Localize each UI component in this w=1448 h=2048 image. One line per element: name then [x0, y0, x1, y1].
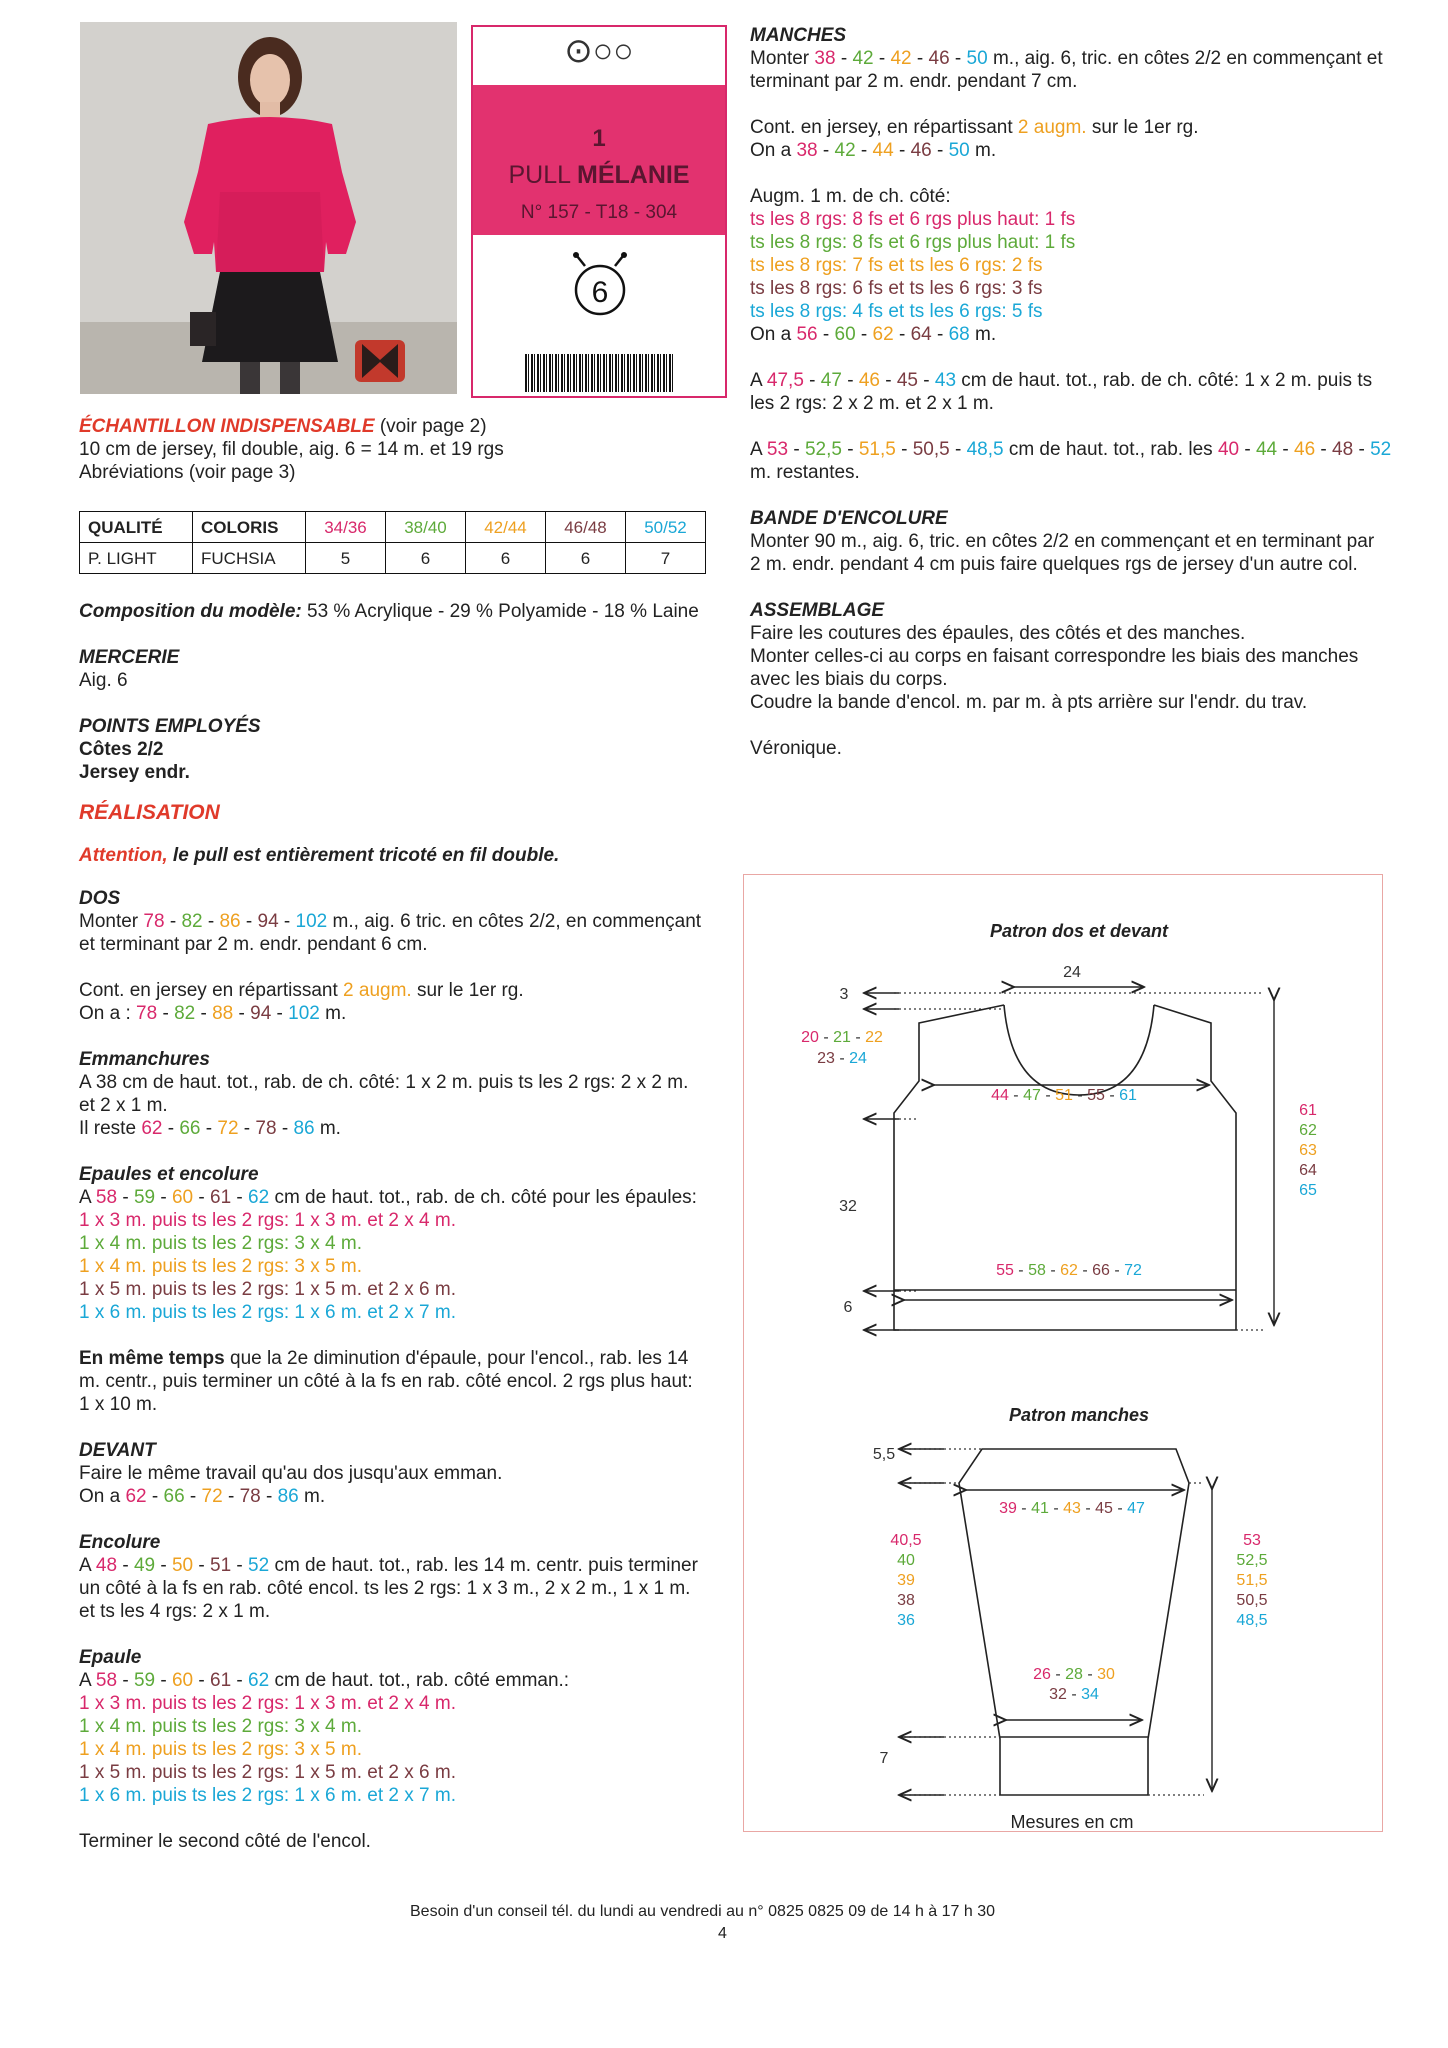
encolure-a: A 48 - 49 - 50 - 51 - 52 cm de haut. tot., rab. les 14 m. centr. puis terminer	[79, 1555, 698, 1576]
size-value: 78	[255, 1118, 277, 1139]
size-value: 72	[201, 1486, 223, 1507]
manches-monter: Monter 38 - 42 - 42 - 46 - 50 m., aig. 6, tric. en côtes 2/2 en commençant et	[750, 48, 1383, 69]
barcode	[525, 354, 673, 392]
dos-monter-2: et terminant par 2 m. endr. pendant 6 cm.	[79, 934, 428, 955]
epaules-line: 1 x 5 m. puis ts les 2 rgs: 1 x 5 m. et 2 x 6 m.	[79, 1279, 456, 1300]
manches-ona2: On a 56 - 60 - 62 - 64 - 68 m.	[750, 324, 997, 345]
text: cm de haut. tot., rab. les 14 m. centr. puis terminer	[269, 1555, 698, 1576]
text: sur le 1er rg.	[1086, 117, 1199, 138]
text: cm de haut. tot., rab. côté emman.:	[269, 1670, 570, 1691]
dos-ona: On a : 78 - 82 - 88 - 94 - 102 m.	[79, 1003, 347, 1024]
meme-temps-l1	[79, 1347, 729, 1370]
dos-title: DOS	[79, 888, 121, 909]
dim-neck: 24	[1063, 964, 1081, 981]
size-value: 66	[163, 1486, 185, 1507]
size-value: 86	[219, 911, 241, 932]
size-value: 61	[210, 1187, 232, 1208]
card-title-bold: MÉLANIE	[577, 161, 690, 189]
table-cell: FUCHSIA	[193, 543, 306, 574]
text: cm de haut. tot., rab. de ch. côté pour les épaules:	[269, 1187, 697, 1208]
needle-size: 6	[591, 276, 609, 309]
realisation-title: RÉALISATION	[79, 801, 220, 824]
body-pattern	[894, 1005, 1236, 1330]
points-item: Côtes 2/2	[79, 739, 164, 760]
composition-text: 53 % Acrylique - 29 % Polyamide - 18 % Laine	[301, 601, 699, 622]
svg-text:52,5: 52,5	[1236, 1552, 1268, 1569]
size-value: 48	[1332, 439, 1354, 460]
size-value: 50	[948, 140, 970, 161]
epaule-end: Terminer le second côté de l'encol.	[79, 1831, 371, 1852]
encolure-l2: un côté à la fs en rab. côté encol. ts les 2 rgs: 1 x 3 m., 2 x 2 m., 1 x 1 m.	[79, 1578, 691, 1599]
size-value: 78	[239, 1486, 261, 1507]
text: On a	[750, 324, 797, 345]
table-row	[80, 543, 706, 574]
size-value: 51,5	[858, 439, 896, 460]
size-value: 52,5	[804, 439, 842, 460]
size-value: 62	[125, 1486, 147, 1507]
text: sur le 1er rg.	[411, 980, 524, 1001]
size-value: 60	[171, 1670, 194, 1691]
size-value: 78	[136, 1003, 158, 1024]
size-value: 46	[928, 48, 950, 69]
text: m.	[969, 324, 997, 345]
mercerie-title: MERCERIE	[79, 647, 180, 668]
sample-line2: Abréviations (voir page 3)	[79, 462, 296, 483]
manches-emm-2: les 2 rgs: 2 x 2 m. et 2 x 1 m.	[750, 393, 994, 414]
table-header: 38/40	[386, 512, 466, 543]
epaule-line: 1 x 4 m. puis ts les 2 rgs: 3 x 5 m.	[79, 1739, 362, 1760]
text: A	[79, 1670, 96, 1691]
text: m., aig. 6, tric. en côtes 2/2 en commençant et	[987, 48, 1383, 69]
sample-line1: 10 cm de jersey, fil double, aig. 6 = 14 m. et 19 rgs	[79, 439, 504, 460]
emman-l1: A 38 cm de haut. tot., rab. de ch. côté: 1 x 2 m. puis ts les 2 rgs: 2 x 2 m.	[79, 1072, 689, 1093]
devant-ona: On a 62 - 66 - 72 - 78 - 86 m.	[79, 1486, 326, 1507]
size-value: 61	[210, 1670, 232, 1691]
size-value: 60	[171, 1187, 194, 1208]
size-value: 94	[257, 911, 279, 932]
manches-aug-line: ts les 8 rgs: 4 fs et ts les 6 rgs: 5 fs	[750, 301, 1043, 322]
text: m.	[969, 140, 997, 161]
svg-text:50,5: 50,5	[1236, 1592, 1268, 1609]
meme-temps-bold: En même temps	[79, 1348, 225, 1369]
svg-text:36: 36	[897, 1612, 915, 1629]
size-value: 50	[171, 1555, 194, 1576]
meme-temps-l2: m. centr., puis terminer un côté à la fs en rab. côté encol. 2 rgs plus haut:	[79, 1371, 693, 1392]
size-value: 86	[277, 1486, 299, 1507]
text: Il reste	[79, 1118, 142, 1139]
points-title: POINTS EMPLOYÉS	[79, 716, 261, 737]
size-value: 48,5	[966, 439, 1004, 460]
assemblage-l2: Monter celles-ci au corps en faisant correspondre les biais des manches	[750, 646, 1359, 667]
epaules-line: 1 x 4 m. puis ts les 2 rgs: 3 x 4 m.	[79, 1233, 362, 1254]
svg-text:65: 65	[1299, 1182, 1317, 1199]
needle-icon	[567, 252, 633, 318]
card-number: 1	[592, 125, 606, 152]
epaules-title: Epaules et encolure	[79, 1164, 259, 1185]
epaule-a: A 58 - 59 - 60 - 61 - 62 cm de haut. tot., rab. côté emman.:	[79, 1670, 570, 1691]
sample-see: (voir page 2)	[379, 416, 487, 437]
quality-table	[79, 511, 706, 574]
size-value: 42	[890, 48, 912, 69]
table-cell: 6	[546, 543, 626, 574]
manches-ona: On a 38 - 42 - 44 - 46 - 50 m.	[750, 140, 997, 161]
dim-cuff-2: 32 - 34	[1049, 1686, 1099, 1703]
svg-text:38: 38	[897, 1592, 915, 1609]
table-cell: 6	[386, 543, 466, 574]
left-text	[79, 600, 729, 1853]
size-value: 51	[210, 1555, 232, 1576]
size-value: 72	[217, 1118, 239, 1139]
table-header: 50/52	[626, 512, 706, 543]
svg-text:40: 40	[897, 1552, 915, 1569]
table-header: 46/48	[546, 512, 626, 543]
size-value: 52	[1370, 439, 1392, 460]
table-cell: 5	[306, 543, 386, 574]
card-band	[473, 85, 725, 235]
dos-monter: Monter 78 - 82 - 86 - 94 - 102 m., aig. 6 tric. en côtes 2/2, en commençant	[79, 911, 702, 932]
meme-temps-l3: 1 x 10 m.	[79, 1394, 158, 1415]
product-photo	[80, 22, 457, 394]
svg-text:53: 53	[1243, 1532, 1261, 1549]
dim-rib-height: 6	[843, 1299, 853, 1316]
size-value: 88	[212, 1003, 234, 1024]
size-value: 59	[133, 1187, 156, 1208]
devant-l1: Faire le même travail qu'au dos jusqu'aux emman.	[79, 1463, 503, 1484]
manches-aug-line: ts les 8 rgs: 6 fs et ts les 6 rgs: 3 fs	[750, 278, 1043, 299]
epaule-line: 1 x 6 m. puis ts les 2 rgs: 1 x 6 m. et 2 x 7 m.	[79, 1785, 456, 1806]
manches-fin-2: m. restantes.	[750, 462, 860, 483]
signature: Véronique.	[750, 738, 842, 759]
size-value: 50,5	[912, 439, 950, 460]
size-value: 86	[293, 1118, 315, 1139]
sample-section	[79, 415, 719, 484]
card-title	[473, 159, 725, 191]
table-header-row	[80, 512, 706, 543]
size-value: 62	[248, 1670, 270, 1691]
size-value: 40	[1217, 439, 1240, 460]
size-value: 46	[1294, 439, 1316, 460]
dim-hip: 55 - 58 - 62 - 66 - 72	[996, 1262, 1142, 1279]
text: cm de haut. tot., rab. de ch. côté: 1 x 2 m. puis ts	[956, 370, 1373, 391]
assemblage-l1: Faire les coutures des épaules, des côtés et des manches.	[750, 623, 1246, 644]
attention-rest: le pull est entièrement tricoté en fil double.	[167, 845, 560, 866]
size-value: 43	[934, 370, 957, 391]
diagram-box	[743, 874, 1383, 1832]
epaule-line: 1 x 5 m. puis ts les 2 rgs: 1 x 5 m. et 2 x 6 m.	[79, 1762, 456, 1783]
emman-title: Emmanchures	[79, 1049, 210, 1070]
text: m., aig. 6 tric. en côtes 2/2, en commençant	[327, 911, 702, 932]
text: Cont. en jersey en répartissant	[79, 980, 344, 1001]
assemblage-title: ASSEMBLAGE	[750, 600, 885, 621]
table-cell: 6	[466, 543, 546, 574]
advice-footer: Besoin d'un conseil tél. du lundi au vendredi au n° 0825 0825 09 de 14 h à 17 h 30	[410, 1903, 996, 1920]
mercerie-text: Aig. 6	[79, 670, 128, 691]
table-cell: 7	[626, 543, 706, 574]
table-header: 34/36	[306, 512, 386, 543]
epaules-line: 1 x 3 m. puis ts les 2 rgs: 1 x 3 m. et 2 x 4 m.	[79, 1210, 456, 1231]
devant-title: DEVANT	[79, 1440, 156, 1461]
size-value: 102	[288, 1003, 320, 1024]
text: cm de haut. tot., rab. les	[1003, 439, 1218, 460]
assemblage-l4: Coudre la bande d'encol. m. par m. à pts arrière sur l'endr. du trav.	[750, 692, 1308, 713]
points-item: Jersey endr.	[79, 762, 190, 783]
size-value: 60	[834, 324, 856, 345]
dim-armhole-2: 23 - 24	[817, 1050, 867, 1067]
size-value: 46	[910, 140, 932, 161]
svg-text:40,5: 40,5	[890, 1532, 922, 1549]
diagram-title-sleeve: Patron manches	[1008, 1405, 1150, 1425]
manches-aug-line: ts les 8 rgs: 7 fs et ts les 6 rgs: 2 fs	[750, 255, 1043, 276]
size-value: 82	[181, 911, 203, 932]
size-value: 49	[133, 1555, 156, 1576]
size-value: 64	[910, 324, 932, 345]
size-value: 50	[966, 48, 988, 69]
diagram-title-body: Patron dos et devant	[989, 921, 1169, 941]
increase-count: 2 augm.	[1017, 117, 1087, 138]
size-value: 58	[95, 1670, 118, 1691]
svg-text:61: 61	[1299, 1102, 1317, 1119]
size-value: 78	[143, 911, 165, 932]
manches-aug-line: ts les 8 rgs: 8 fs et 6 rgs plus haut: 1 fs	[750, 232, 1076, 253]
table-header: QUALITÉ	[80, 512, 193, 543]
text: m.	[319, 1003, 347, 1024]
manches-emm: A 47,5 - 47 - 46 - 45 - 43 cm de haut. tot., rab. de ch. côté: 1 x 2 m. puis ts	[750, 370, 1373, 391]
manches-aug: Augm. 1 m. de ch. côté:	[750, 186, 951, 207]
epaule-line: 1 x 4 m. puis ts les 2 rgs: 3 x 4 m.	[79, 1716, 362, 1737]
encolure-title: Encolure	[79, 1532, 161, 1553]
manches-monter-2: terminant par 2 m. endr. pendant 7 cm.	[750, 71, 1078, 92]
dim-cuff-height: 7	[879, 1750, 889, 1767]
text: A	[750, 370, 767, 391]
emman-reste: Il reste 62 - 66 - 72 - 78 - 86 m.	[79, 1118, 341, 1139]
text: On a	[79, 1486, 126, 1507]
text: Cont. en jersey, en répartissant	[750, 117, 1018, 138]
size-value: 44	[1255, 439, 1278, 460]
size-value: 47,5	[766, 370, 804, 391]
encolure-l3: et ts les 4 rgs: 2 x 1 m.	[79, 1601, 271, 1622]
increase-count: 2 augm.	[343, 980, 412, 1001]
size-value: 45	[896, 370, 918, 391]
dim-sleeve-left	[890, 1532, 921, 1629]
dos-cont	[79, 979, 729, 1002]
epaule-line: 1 x 3 m. puis ts les 2 rgs: 1 x 3 m. et 2 x 4 m.	[79, 1693, 456, 1714]
dim-total-height	[1299, 1102, 1317, 1199]
bande-title: BANDE D'ENCOLURE	[750, 508, 948, 529]
yarn-icons: ⊙○○	[564, 32, 634, 70]
pattern-card	[471, 25, 727, 398]
table-header: 42/44	[466, 512, 546, 543]
size-value: 38	[814, 48, 836, 69]
size-value: 94	[250, 1003, 272, 1024]
sample-title: ÉCHANTILLON INDISPENSABLE	[79, 416, 375, 437]
dim-sleeve-right	[1236, 1532, 1267, 1629]
dim-armhole: 20 - 21 - 22	[801, 1029, 883, 1046]
text: Monter	[79, 911, 144, 932]
dim-sleeve-width: 39 - 41 - 43 - 45 - 47	[999, 1500, 1145, 1517]
bande-l1: Monter 90 m., aig. 6, tric. en côtes 2/2 en commençant et en terminant par	[750, 531, 1375, 552]
svg-text:51,5: 51,5	[1236, 1572, 1268, 1589]
text: A	[79, 1555, 96, 1576]
attention-line	[79, 844, 729, 867]
size-value: 47	[820, 370, 842, 391]
size-value: 46	[858, 370, 880, 391]
size-value: 62	[141, 1118, 163, 1139]
text: Monter	[750, 48, 815, 69]
size-value: 59	[133, 1670, 156, 1691]
epaules-line: 1 x 4 m. puis ts les 2 rgs: 3 x 5 m.	[79, 1256, 362, 1277]
text: On a :	[79, 1003, 137, 1024]
svg-text:63: 63	[1299, 1142, 1317, 1159]
composition-label: Composition du modèle:	[79, 601, 302, 622]
table-header: COLORIS	[193, 512, 306, 543]
measures-caption: Mesures en cm	[1010, 1812, 1134, 1832]
emman-l2: et 2 x 1 m.	[79, 1095, 168, 1116]
manches-cont	[750, 116, 1400, 139]
dim-chest: 44 - 47 - 51 - 55 - 61	[991, 1087, 1137, 1104]
size-value: 82	[174, 1003, 196, 1024]
composition	[79, 600, 729, 623]
patterns-svg	[744, 875, 1384, 1833]
size-value: 42	[852, 48, 874, 69]
svg-text:62: 62	[1299, 1122, 1317, 1139]
bande-l2: 2 m. endr. pendant 4 cm puis faire quelques rgs de jersey d'un autre col.	[750, 554, 1358, 575]
svg-text:39: 39	[897, 1572, 915, 1589]
size-value: 42	[834, 140, 856, 161]
table-cell: P. LIGHT	[80, 543, 193, 574]
epaules-line: 1 x 6 m. puis ts les 2 rgs: 1 x 6 m. et 2 x 7 m.	[79, 1302, 456, 1323]
size-value: 58	[95, 1187, 118, 1208]
epaule-title: Epaule	[79, 1647, 142, 1668]
text: On a	[750, 140, 797, 161]
size-value: 66	[179, 1118, 201, 1139]
text: m.	[298, 1486, 326, 1507]
manches-title: MANCHES	[750, 25, 847, 46]
size-value: 102	[295, 911, 328, 932]
dim-body-height: 32	[839, 1198, 857, 1215]
size-value: 62	[248, 1187, 270, 1208]
text: que la 2e diminution d'épaule, pour l'encol., rab. les 14	[224, 1348, 689, 1369]
size-value: 48	[95, 1555, 118, 1576]
size-value: 56	[796, 324, 818, 345]
dim-cuff: 26 - 28 - 30	[1033, 1666, 1115, 1683]
epaules-a: A 58 - 59 - 60 - 61 - 62 cm de haut. tot., rab. de ch. côté pour les épaules:	[79, 1187, 697, 1208]
right-text	[750, 24, 1400, 760]
page-number: 4	[718, 1925, 727, 1942]
card-ref: N° 157 - T18 - 304	[520, 202, 678, 223]
text: A	[750, 439, 767, 460]
text: m.	[314, 1118, 341, 1139]
size-value: 38	[796, 140, 818, 161]
size-value: 53	[766, 439, 789, 460]
card-title-light: PULL	[508, 161, 571, 189]
attention-word: Attention,	[79, 845, 168, 866]
size-value: 62	[872, 324, 894, 345]
size-value: 68	[948, 324, 970, 345]
manches-aug-line: ts les 8 rgs: 8 fs et 6 rgs plus haut: 1 fs	[750, 209, 1076, 230]
size-value: 52	[248, 1555, 270, 1576]
dim-shoulder-drop: 3	[839, 986, 849, 1003]
svg-text:48,5: 48,5	[1236, 1612, 1268, 1629]
svg-text:64: 64	[1299, 1162, 1317, 1179]
assemblage-l3: avec les biais du corps.	[750, 669, 948, 690]
manches-fin: A 53 - 52,5 - 51,5 - 50,5 - 48,5 cm de haut. tot., rab. les 40 - 44 - 46 - 48 - 52	[750, 439, 1392, 460]
size-value: 44	[872, 140, 894, 161]
dim-sleeve-cap: 5,5	[872, 1446, 896, 1463]
text: A	[79, 1187, 96, 1208]
